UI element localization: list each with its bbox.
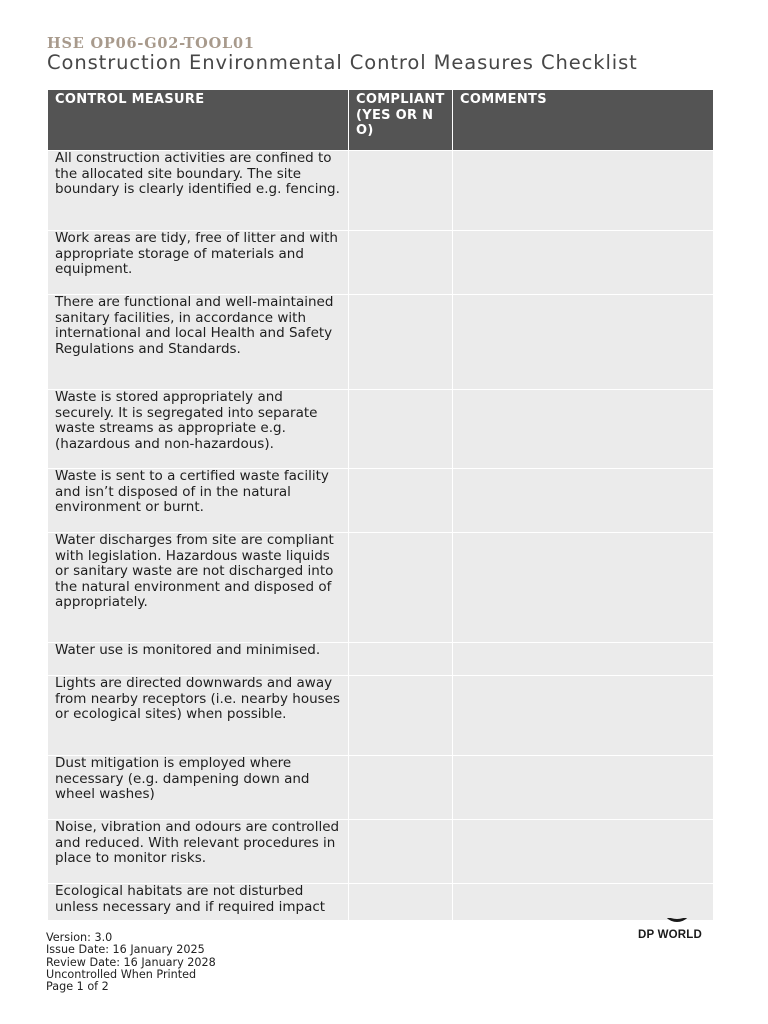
control-measure-cell: Water discharges from site are compliant with legislation. Hazardous waste liquids or sanitary waste are not discharged into the natural environment and disposed of appropriately. [48,533,349,643]
table-row [48,151,714,231]
compliant-cell[interactable] [349,884,453,921]
logo-arc-icon [662,918,692,924]
comments-cell[interactable] [453,533,714,643]
comments-cell[interactable] [453,756,714,820]
control-measure-cell: There are functional and well-maintained sanitary facilities, in accordance with international and local Health and Safety Regulations and Standards. [48,295,349,390]
control-measure-cell: Ecological habitats are not disturbed unless necessary and if required impact [48,884,349,921]
logo-text: DP WORLD [638,929,702,941]
comments-cell[interactable] [453,390,714,469]
table-row [48,469,714,533]
comments-cell[interactable] [453,231,714,295]
control-measure-cell: Waste is stored appropriately and securely. It is segregated into separate waste streams as appropriate e.g. (hazardous and non-hazardous). [48,390,349,469]
control-measure-cell: Lights are directed downwards and away from nearby receptors (i.e. nearby houses or ecological sites) when possible. [48,676,349,756]
compliant-cell[interactable] [349,756,453,820]
footer-review-date: Review Date: 16 January 2028 [46,955,216,969]
table-row [48,884,714,921]
comments-cell[interactable] [453,151,714,231]
table-row [48,820,714,884]
comments-cell[interactable] [453,469,714,533]
compliant-cell[interactable] [349,390,453,469]
table-row [48,533,714,643]
table-row [48,390,714,469]
control-measure-cell: Water use is monitored and minimised. [48,643,349,676]
footer-uncontrolled: Uncontrolled When Printed [46,967,197,981]
document-title: Construction Environmental Control Measures Checklist [47,51,638,74]
comments-cell[interactable] [453,676,714,756]
table-row [48,231,714,295]
control-measure-cell: Noise, vibration and odours are controlled and reduced. With relevant procedures in place to monitor risks. [48,820,349,884]
footer-issue-date: Issue Date: 16 January 2025 [46,943,205,957]
compliant-cell[interactable] [349,231,453,295]
table-header-row [48,90,714,151]
header-compliant: COMPLIANT (YES OR NO) [349,90,453,151]
compliant-cell[interactable] [349,295,453,390]
compliant-cell[interactable] [349,469,453,533]
checklist-table-container [47,89,713,920]
comments-cell[interactable] [453,295,714,390]
table-row [48,295,714,390]
comments-cell[interactable] [453,884,714,921]
comments-cell[interactable] [453,820,714,884]
document-code: HSE OP06-G02-TOOL01 [47,35,255,52]
comments-cell[interactable] [453,643,714,676]
compliant-cell[interactable] [349,643,453,676]
compliant-cell[interactable] [349,676,453,756]
compliant-cell[interactable] [349,820,453,884]
control-measure-cell: Work areas are tidy, free of litter and with appropriate storage of materials and equipment. [48,231,349,295]
control-measure-cell: Waste is sent to a certified waste facility and isn’t disposed of in the natural environment or burnt. [48,469,349,533]
table-row [48,643,714,676]
compliant-cell[interactable] [349,151,453,231]
dp-world-logo [638,918,714,946]
document-footer [46,932,216,993]
control-measure-cell: Dust mitigation is employed where necessary (e.g. dampening down and wheel washes) [48,756,349,820]
compliant-cell[interactable] [349,533,453,643]
header-control-measure: CONTROL MEASURE [48,90,349,151]
table-row [48,676,714,756]
table-row [48,756,714,820]
header-comments: COMMENTS [453,90,714,151]
footer-page-number: Page 1 of 2 [46,980,109,994]
footer-version: Version: 3.0 [46,931,113,944]
checklist-table [47,89,713,920]
control-measure-cell: All construction activities are confined to the allocated site boundary. The site boundary is clearly identified e.g. fencing. [48,151,349,231]
